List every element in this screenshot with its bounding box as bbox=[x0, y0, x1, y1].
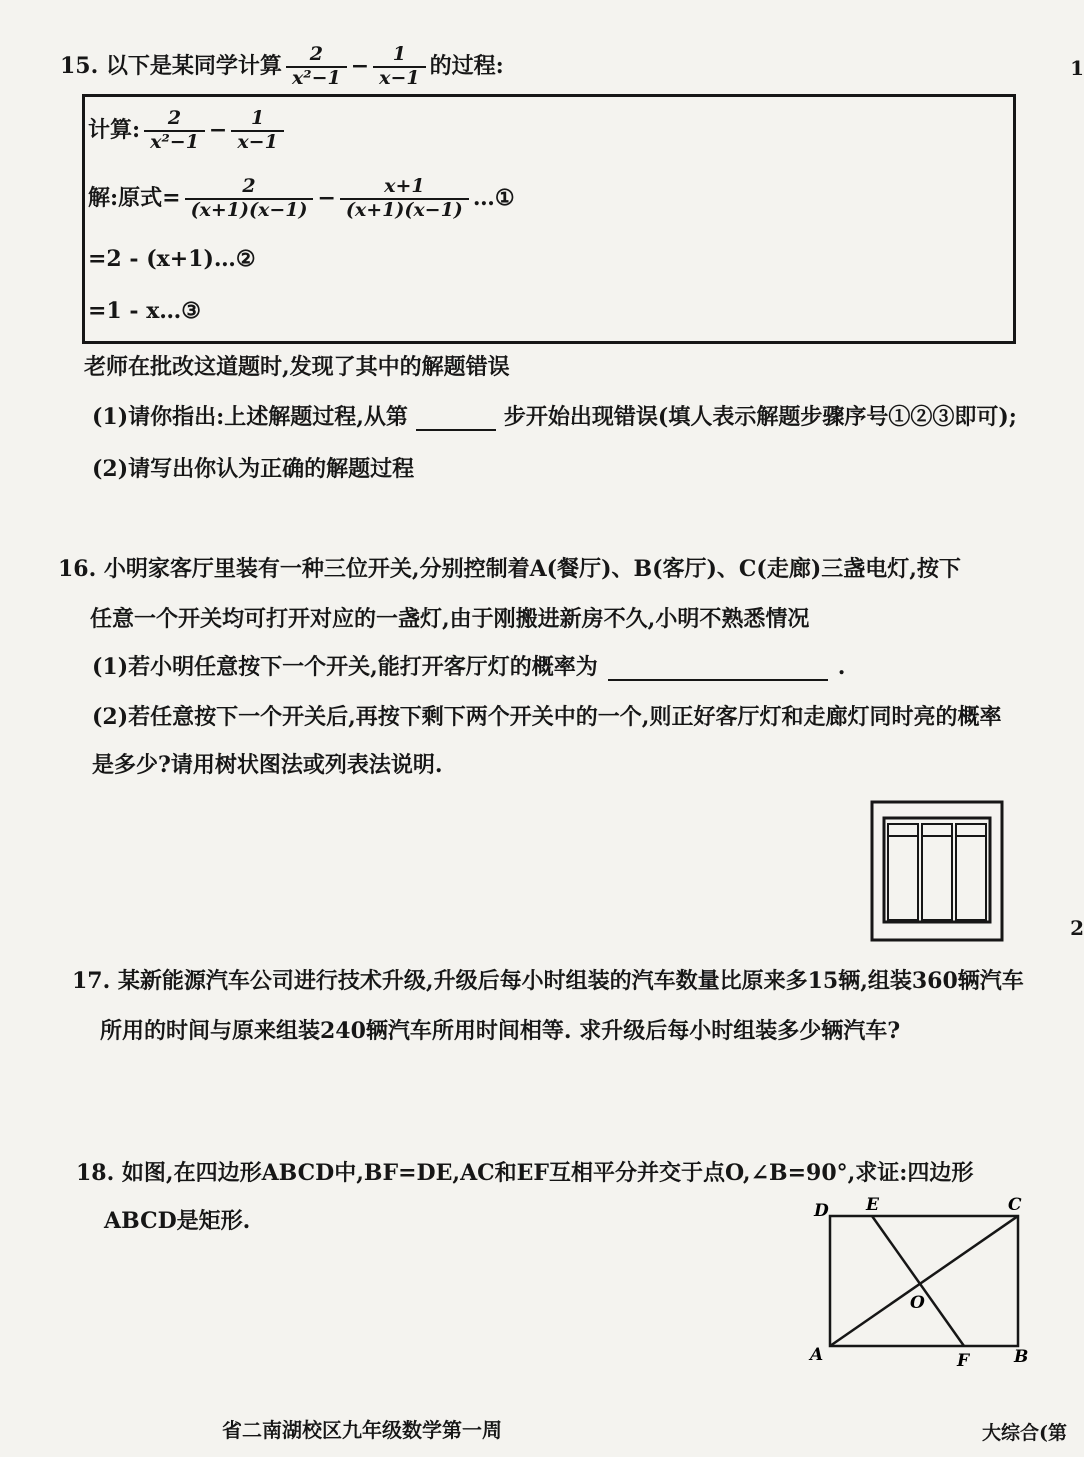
q15-fraction-2: $\frac{1}{x-1}$ bbox=[373, 44, 425, 90]
q18-line1: 18. 如图,在四边形ABCD中,BF=DE,AC和EF互相平分并交于点O,∠B=90°,求证:四边形 bbox=[76, 1160, 974, 1186]
label-b: B bbox=[1014, 1347, 1029, 1367]
label-a: A bbox=[810, 1345, 824, 1365]
footer-right: 大综合(第 bbox=[982, 1422, 1067, 1444]
q16-answer-blank[interactable] bbox=[608, 679, 828, 681]
q15-part2: (2)请写出你认为正确的解题过程 bbox=[92, 456, 415, 482]
label-d: D bbox=[814, 1201, 829, 1221]
q15-step-3: =1 - x…③ bbox=[88, 298, 202, 324]
side-mark-middle: 2 bbox=[1070, 916, 1084, 940]
q15-teacher-note: 老师在批改这道题时,发现了其中的解题错误 bbox=[84, 354, 510, 380]
q15-part1: (1)请你指出:上述解题过程,从第 步开始出现错误(填人表示解题步骤序号①②③即可); bbox=[92, 404, 1017, 430]
q15-calc-line: 计算: $\frac{2}{\text{x²−1}}$ − $\frac{1}{x-1}$ bbox=[88, 108, 288, 154]
footer-left: 省二南湖校区九年级数学第一周 bbox=[222, 1418, 502, 1442]
q17-line2: 所用的时间与原来组装240辆汽车所用时间相等. 求升级后每小时组装多少辆汽车? bbox=[100, 1018, 901, 1044]
side-mark-top: 1 bbox=[1070, 56, 1084, 80]
label-e: E bbox=[866, 1195, 879, 1215]
switch-inner-frame bbox=[884, 818, 990, 922]
q15-header: 15. 以下是某同学计算 $\frac{2}{\text{x²−1}}$ − $\frac{1}{x-1}$ 的过程: bbox=[60, 43, 504, 89]
q15-step-1: 解:原式= $\frac{2}{(x+1)(x-1)}$ − $\frac{x+1}{(x+1)(x-1)}$ …① bbox=[88, 175, 515, 221]
q18-figure bbox=[800, 1190, 1050, 1375]
label-o: O bbox=[910, 1293, 925, 1313]
label-c: C bbox=[1008, 1195, 1022, 1215]
q18-line2: ABCD是矩形. bbox=[104, 1208, 251, 1234]
label-f: F bbox=[957, 1351, 970, 1371]
q15-fraction-1: $\frac{2}{\text{x²−1}}$ bbox=[286, 44, 347, 90]
q16-part2-line1: (2)若任意按下一个开关后,再按下剩下两个开关中的一个,则正好客厅灯和走廊灯同时亮的概率 bbox=[92, 704, 1002, 730]
segment-ef bbox=[872, 1216, 964, 1346]
switch-figure bbox=[870, 800, 1004, 942]
q15-step-2: =2 - (x+1)…② bbox=[88, 246, 256, 272]
q16-line1: 16. 小明家客厅里装有一种三位开关,分别控制着A(餐厅)、B(客厅)、C(走廊)三盏电灯,按下 bbox=[58, 556, 961, 582]
switch-button-a bbox=[888, 824, 918, 920]
q16-line2: 任意一个开关均可打开对应的一盏灯,由于刚搬进新房不久,小明不熟悉情况 bbox=[90, 606, 810, 632]
q16-part2-line2: 是多少?请用树状图法或列表法说明. bbox=[92, 752, 443, 778]
q15-suffix: 的过程: bbox=[429, 52, 504, 79]
q17-line1: 17. 某新能源汽车公司进行技术升级,升级后每小时组装的汽车数量比原来多15辆,组装360辆汽车 bbox=[72, 968, 1024, 994]
switch-button-b bbox=[922, 824, 952, 920]
q15-answer-blank[interactable] bbox=[416, 429, 496, 431]
q15-prefix: 15. 以下是某同学计算 bbox=[60, 52, 282, 79]
q16-part1: (1)若小明任意按下一个开关,能打开客厅灯的概率为 . bbox=[92, 654, 846, 680]
switch-button-c bbox=[956, 824, 986, 920]
diagonal-ac bbox=[830, 1216, 1018, 1346]
